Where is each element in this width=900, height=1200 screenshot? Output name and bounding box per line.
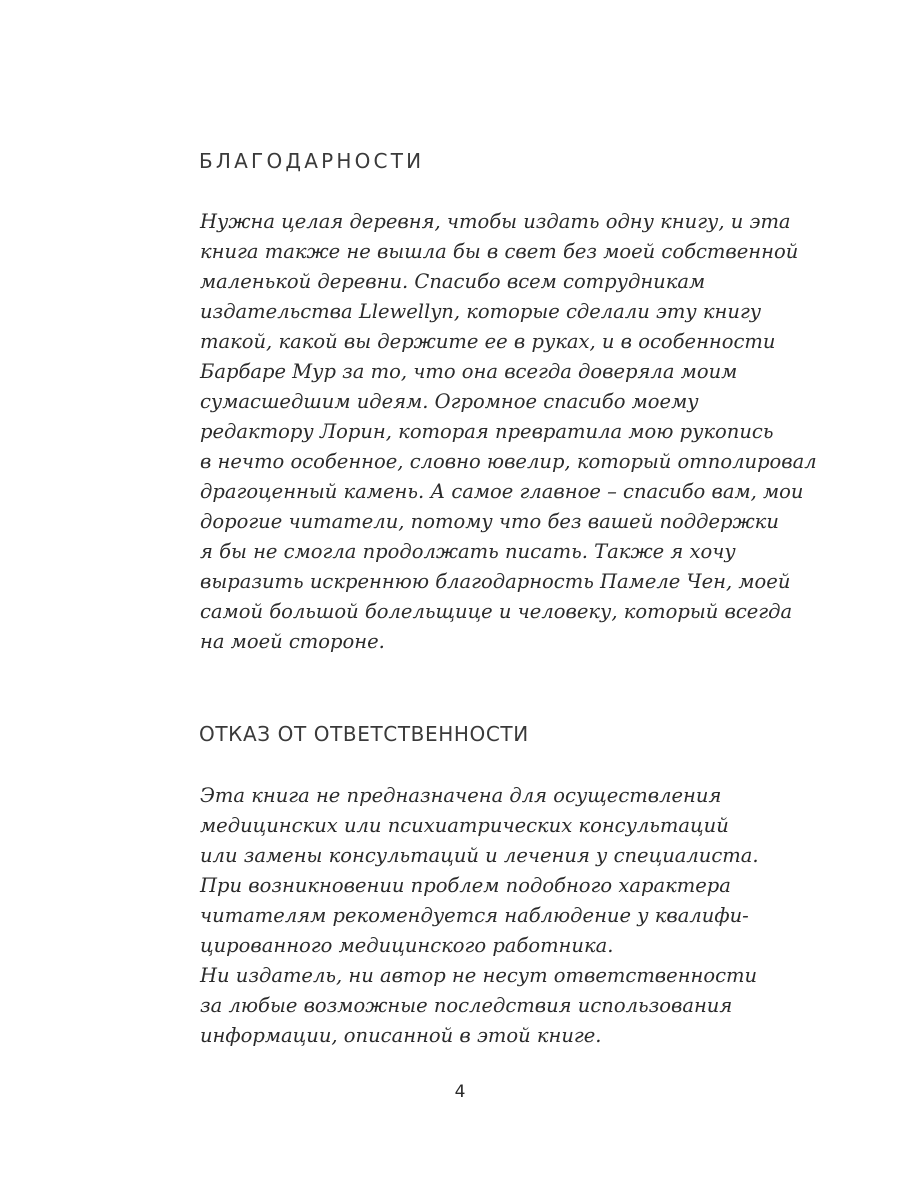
disclaimer-line: медицинских или психиатрических консультаций <box>200 814 729 837</box>
disclaimer-line: Эта книга не предназначена для осуществления <box>200 784 722 807</box>
acknowledgements-line: редактору Лорин, которая превратила мою рукопись <box>200 420 774 443</box>
acknowledgements-line: драгоценный камень. А самое главное – спасибо вам, мои <box>200 480 804 503</box>
disclaimer-paragraph <box>200 781 759 1051</box>
acknowledgements-line: Барбаре Мур за то, что она всегда доверяла моим <box>200 360 738 383</box>
acknowledgements-line: Нужна целая деревня, чтобы издать одну книгу, и эта <box>200 210 791 233</box>
disclaimer-line: цированного медицинского работника. <box>200 934 614 957</box>
disclaimer-line: информации, описанной в этой книге. <box>200 1024 602 1047</box>
acknowledgements-line: выразить искреннюю благодарность Памеле Чен, моей <box>200 570 791 593</box>
acknowledgements-line: сумасшедшим идеям. Огромное спасибо моему <box>200 390 699 413</box>
acknowledgements-line: книга также не вышла бы в свет без моей собственной <box>200 240 799 263</box>
acknowledgements-line: издательства Llewellyn, которые сделали эту книгу <box>200 300 762 323</box>
acknowledgements-line: в нечто особенное, словно ювелир, который отполировал <box>200 450 817 473</box>
acknowledgements-line: я бы не смогла продолжать писать. Также я хочу <box>200 540 736 563</box>
disclaimer-line: или замены консультаций и лечения у специалиста. <box>200 844 759 867</box>
acknowledgements-line: дорогие читатели, потому что без вашей поддержки <box>200 510 779 533</box>
disclaimer-line: При возникновении проблем подобного характера <box>200 874 731 897</box>
disclaimer-line: читателям рекомендуется наблюдение у квалифи- <box>200 904 749 927</box>
acknowledgements-line: самой большой болельщице и человеку, который всегда <box>200 600 793 623</box>
acknowledgements-line: такой, какой вы держите ее в руках, и в особенности <box>200 330 776 353</box>
acknowledgements-paragraph <box>200 207 817 657</box>
acknowledgements-heading: БЛАГОДАРНОСТИ <box>199 149 425 173</box>
disclaimer-line: Ни издатель, ни автор не несут ответственности <box>200 964 758 987</box>
disclaimer-heading: ОТКАЗ ОТ ОТВЕТСТВЕННОСТИ <box>199 722 529 746</box>
disclaimer-line: за любые возможные последствия использования <box>200 994 733 1017</box>
acknowledgements-line: на моей стороне. <box>200 630 385 653</box>
acknowledgements-line: маленькой деревни. Спасибо всем сотрудникам <box>200 270 706 293</box>
page-number: 4 <box>454 1082 466 1102</box>
